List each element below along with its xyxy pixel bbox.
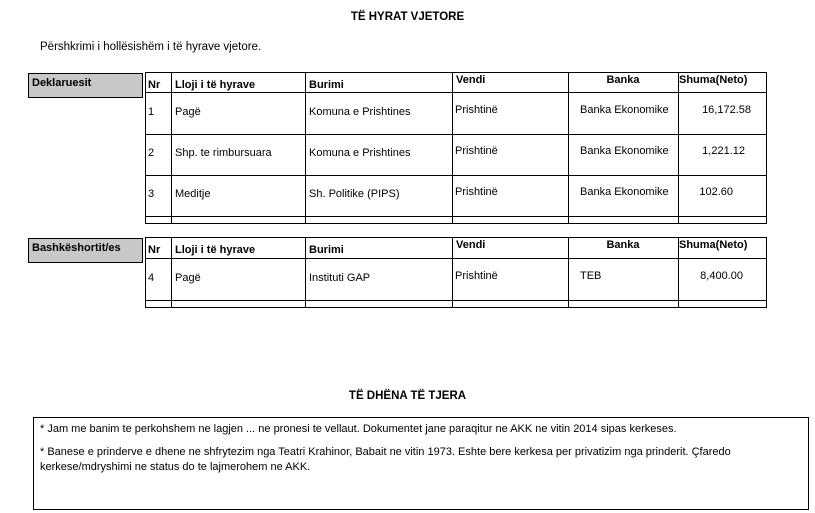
row-lloji: Pagë bbox=[175, 272, 201, 284]
row-nr: 2 bbox=[148, 147, 155, 159]
row-vendi: Prishtinë bbox=[455, 145, 498, 157]
row-vendi: Prishtinë bbox=[455, 186, 498, 198]
col-vendi-header: Vendi bbox=[456, 239, 486, 251]
col-nr-header: Nr bbox=[148, 244, 161, 256]
note-item: * Banese e prinderve e dhene ne shfrytezim nga Teatri Krahinor, Babait ne vitin 1973. Eshte bere kerkesa per privatizim nga prinderit. Çfaredo kerkese/mdryshimi ne status do te lajmerohem ne AKK. bbox=[40, 446, 731, 473]
row-shuma: 1,221.12 bbox=[702, 145, 745, 157]
col-burimi-header: Burimi bbox=[309, 79, 344, 91]
col-burimi-header: Burimi bbox=[309, 244, 344, 256]
row-vendi: Prishtinë bbox=[455, 270, 498, 282]
row-banka: Banka Ekonomike bbox=[580, 145, 669, 157]
row-banka: TEB bbox=[580, 270, 602, 282]
row-burimi: Komuna e Prishtines bbox=[309, 106, 411, 118]
row-lloji: Pagë bbox=[175, 106, 201, 118]
spouse-label: Bashkëshortit/es bbox=[28, 238, 143, 263]
page-title: TË HYRAT VJETORE bbox=[350, 11, 465, 23]
col-banka-header: Banka bbox=[606, 74, 640, 86]
row-vendi: Prishtinë bbox=[455, 104, 498, 116]
row-lloji: Shp. te rimbursuara bbox=[175, 147, 272, 159]
col-shuma-header: Shuma(Neto) bbox=[679, 239, 748, 251]
row-burimi: Instituti GAP bbox=[309, 272, 371, 284]
row-lloji: Meditje bbox=[175, 188, 211, 200]
col-shuma-header: Shuma(Neto) bbox=[679, 74, 748, 86]
col-nr-header: Nr bbox=[148, 79, 161, 91]
page-subtitle: Përshkrimi i hollësishëm i të hyrave vjetore. bbox=[40, 41, 262, 53]
declarant-label: Deklaruesit bbox=[28, 73, 143, 98]
col-banka-header: Banka bbox=[606, 239, 640, 251]
other-data-title: TË DHËNA TË TJERA bbox=[348, 390, 467, 402]
row-shuma: 8,400.00 bbox=[700, 270, 743, 282]
row-shuma: 16,172.58 bbox=[702, 104, 751, 116]
row-banka: Banka Ekonomike bbox=[580, 104, 669, 116]
row-nr: 4 bbox=[148, 272, 155, 284]
row-shuma: 102.60 bbox=[699, 186, 733, 198]
note-item: * Jam me banim te perkohshem ne lagjen ... ne pronesi te vellaut. Dokumentet jane paraqitur ne AKK ne vitin 2014 sipas kerkeses. bbox=[40, 423, 677, 435]
col-lloji-header: Lloji i të hyrave bbox=[175, 79, 256, 91]
row-burimi: Sh. Politike (PIPS) bbox=[309, 188, 400, 200]
row-banka: Banka Ekonomike bbox=[580, 186, 669, 198]
row-nr: 3 bbox=[148, 188, 155, 200]
col-lloji-header: Lloji i të hyrave bbox=[175, 244, 256, 256]
notes-box bbox=[33, 417, 809, 510]
col-vendi-header: Vendi bbox=[456, 74, 486, 86]
row-burimi: Komuna e Prishtines bbox=[309, 147, 411, 159]
row-nr: 1 bbox=[148, 106, 155, 118]
